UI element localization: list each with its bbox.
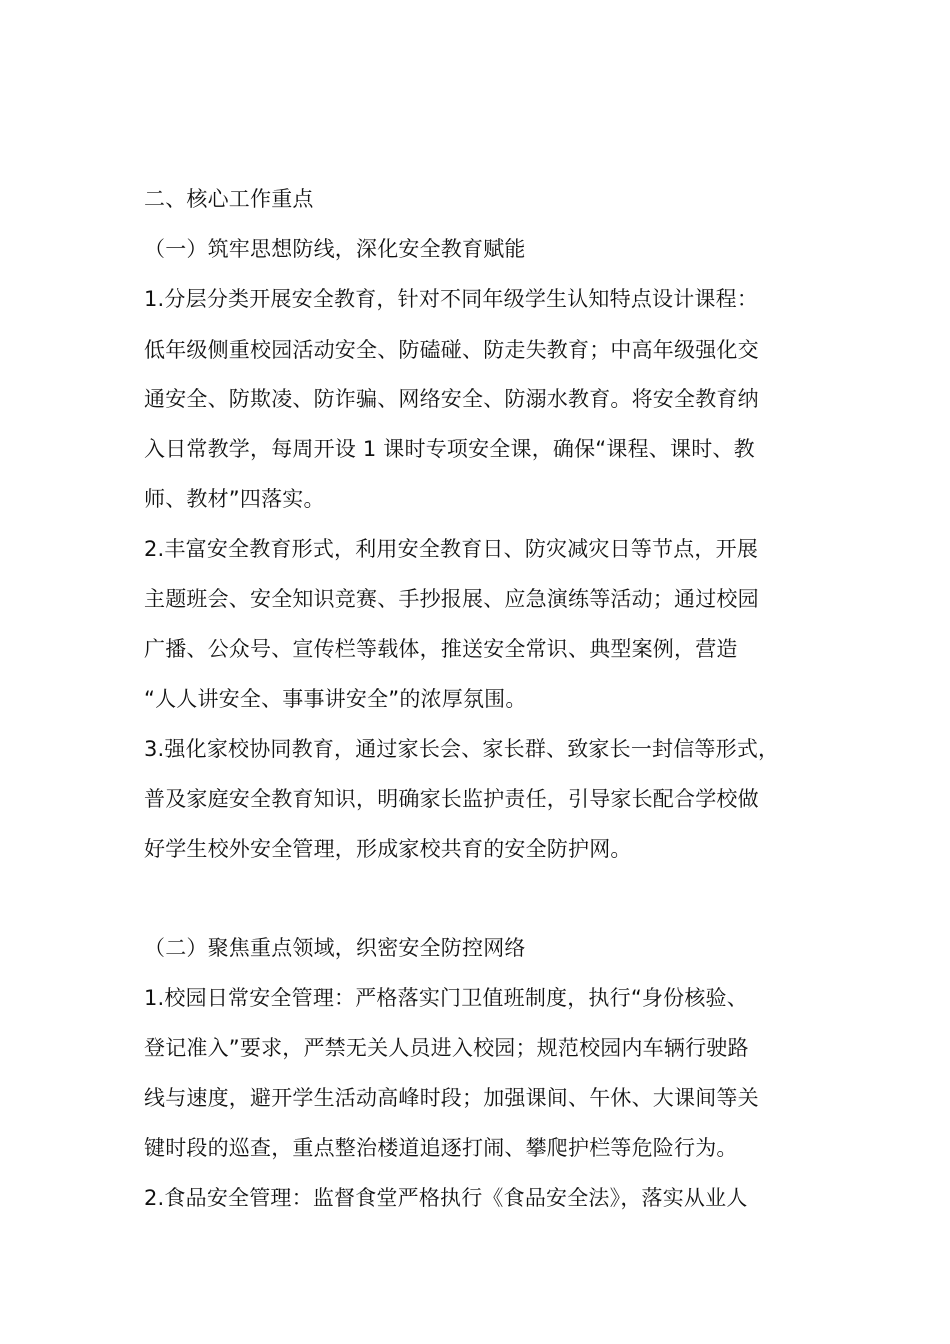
paragraph-line: 低年级侧重校园活动安全、防磕碰、防走失教育；中高年级强化交 [144, 338, 759, 362]
paragraph-line: 登记准入”要求，严禁无关人员进入校园；规范校园内车辆行驶路 [144, 1036, 749, 1060]
subsection-heading: （二）聚焦重点领域，织密安全防控网络 [144, 936, 526, 960]
paragraph-line: “人人讲安全、事事讲安全”的浓厚氛围。 [144, 687, 527, 711]
paragraph-line: 通安全、防欺凌、防诈骗、网络安全、防溺水教育。将安全教育纳 [144, 387, 759, 411]
paragraph-line: 主题班会、安全知识竞赛、手抄报展、应急演练等活动；通过校园 [144, 587, 759, 611]
paragraph-line: 入日常教学，每周开设 1 课时专项安全课，确保“课程、课时、教 [144, 437, 755, 461]
subsection-heading: （一）筑牢思想防线，深化安全教育赋能 [144, 237, 526, 261]
paragraph-line: 2.丰富安全教育形式，利用安全教育日、防灾减灾日等节点，开展 [144, 537, 759, 561]
section-heading: 二、核心工作重点 [144, 187, 314, 211]
paragraph-line: 线与速度，避开学生活动高峰时段；加强课间、午休、大课间等关 [144, 1086, 759, 1110]
paragraph-line: 2.食品安全管理：监督食堂严格执行《食品安全法》，落实从业人 [144, 1186, 748, 1210]
paragraph-line: 普及家庭安全教育知识，明确家长监护责任，引导家长配合学校做 [144, 787, 759, 811]
paragraph-line: 好学生校外安全管理，形成家校共育的安全防护网。 [144, 837, 632, 861]
paragraph-line: 3.强化家校协同教育，通过家长会、家长群、致家长一封信等形式， [144, 737, 780, 761]
paragraph-line: 广播、公众号、宣传栏等载体，推送安全常识、典型案例，营造 [144, 637, 738, 661]
paragraph-line: 1.分层分类开展安全教育，针对不同年级学生认知特点设计课程： [144, 287, 759, 311]
paragraph-line: 键时段的巡查，重点整治楼道追逐打闹、攀爬护栏等危险行为。 [144, 1136, 738, 1160]
paragraph-line: 1.校园日常安全管理：严格落实门卫值班制度，执行“身份核验、 [144, 986, 748, 1010]
paragraph-line: 师、教材”四落实。 [144, 487, 325, 511]
